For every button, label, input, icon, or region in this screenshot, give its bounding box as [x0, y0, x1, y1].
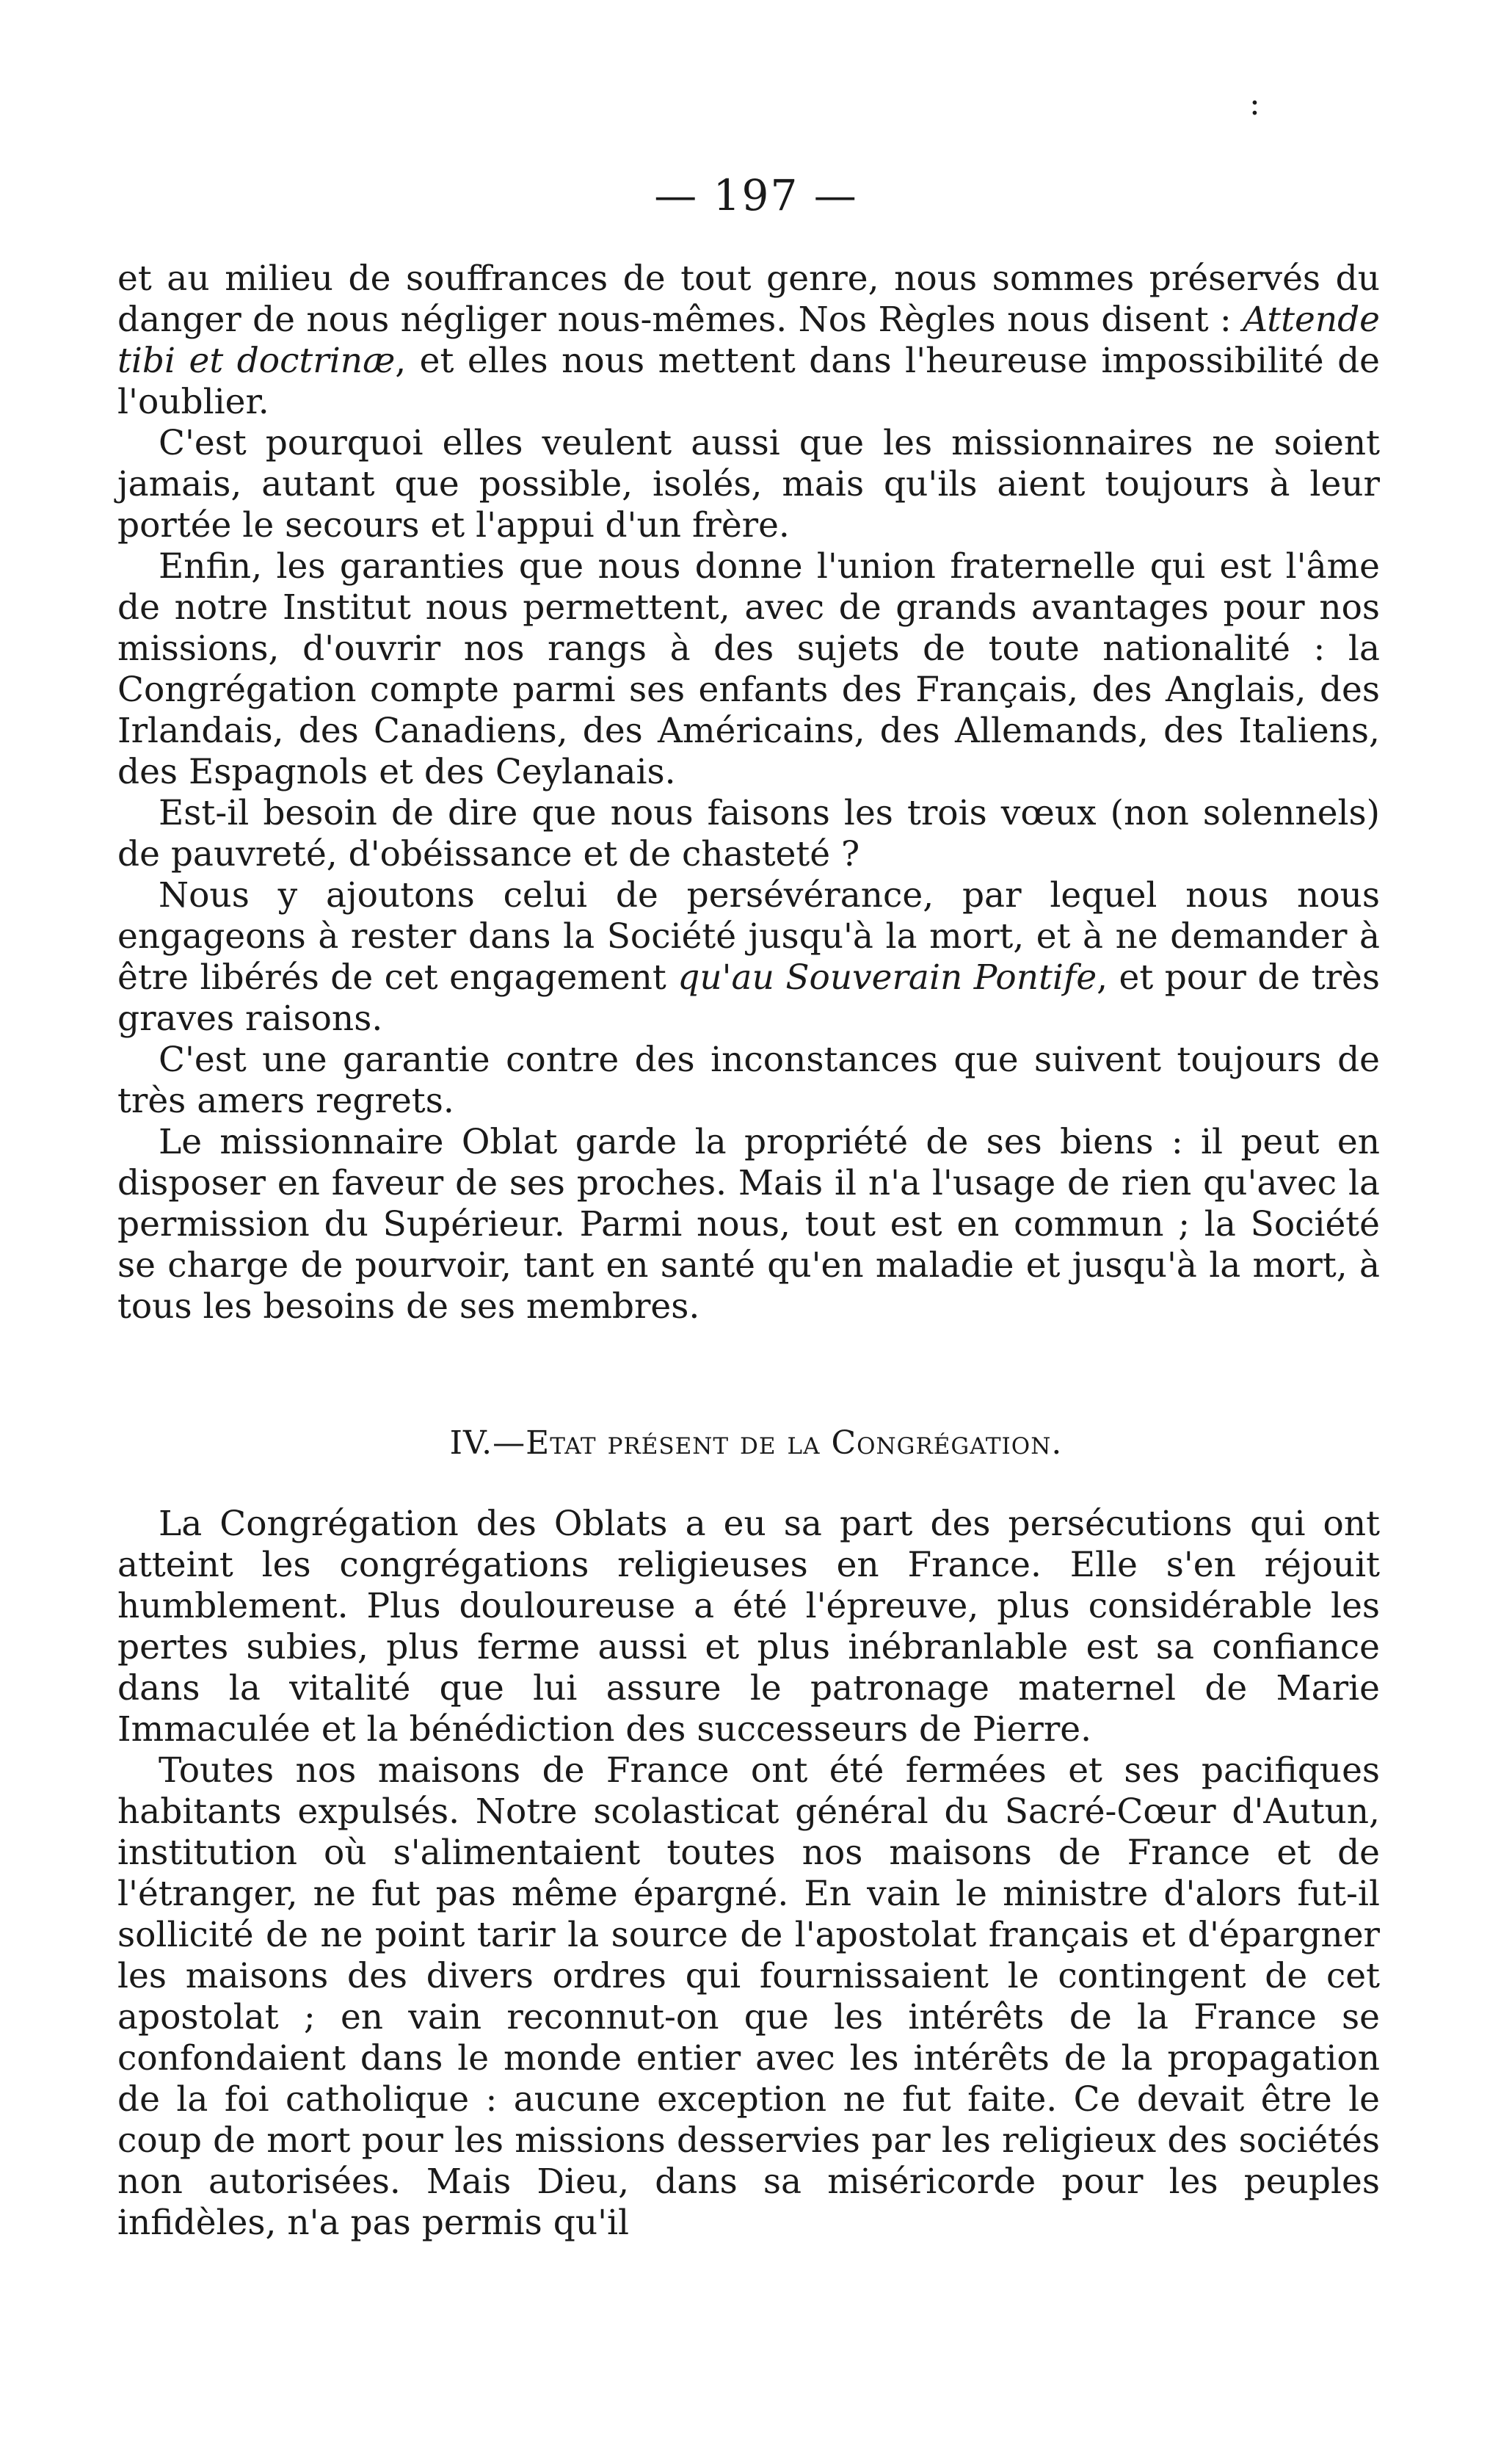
paragraph-1	[117, 258, 1380, 423]
paragraph-1-text-a: et au milieu de souffrances de tout genre, nous sommes préservés du danger de nous négliger nous-mêmes. Nos Règles nous disent :	[117, 258, 1380, 340]
paragraph-2: C'est pourquoi elles veulent aussi que les missionnaires ne soient jamais, autant que possible, isolés, mais qu'ils aient toujours à leur portée le secours et l'appui d'un frère.	[117, 423, 1380, 546]
section-numeral: IV.—	[449, 1424, 526, 1462]
paragraph-4: Est-il besoin de dire que nous faisons les trois vœux (non solennels) de pauvreté, d'obéissance et de chasteté ?	[117, 793, 1380, 874]
stray-mark: :	[1249, 85, 1260, 123]
paragraph-1-text-b: , et elles nous mettent dans l'heureuse impossibilité de l'oublier.	[117, 341, 1380, 422]
paragraph-7: Le missionnaire Oblat garde la propriété de ses biens : il peut en disposer en faveur de ses proches. Mais il n'a l'usage de rien qu'avec la permission du Supérieur. Parmi nous, tout est en commun ; la Société se charge de pourvoir, tant en santé qu'en maladie et jusqu'à la mort, à tous les besoins de ses membres.	[117, 1122, 1380, 1327]
section-title: Etat présent de la Congrégation.	[526, 1424, 1063, 1462]
section-two-body	[117, 1504, 1380, 2244]
souverain-pontife-italic: qu'au Souverain Pontife	[677, 957, 1097, 998]
paragraph-3: Enfin, les garanties que nous donne l'union fraternelle qui est l'âme de notre Institut nous permettent, avec de grands avantages pour nos missions, d'ouvrir nos rangs à des sujets de toute nationalité : la Congrégation compte parmi ses enfants des Français, des Anglais, des Irlandais, des Canadiens, des Américains, des Allemands, des Italiens, des Espagnols et des Ceylanais.	[117, 546, 1380, 792]
paragraph-9: Toutes nos maisons de France ont été fermées et ses pacifiques habitants expulsés. Notre scolasticat général du Sacré-Cœur d'Autun, institution où s'alimentaient toutes nos maisons de France et de l'étranger, ne fut pas même épargné. En vain le ministre d'alors fut-il sollicité de ne point tarir la source de l'apostolat français et d'épargner les maisons des divers ordres qui fournissaient le contingent de cet apostolat ; en vain reconnut-on que les intérêts de la France se confondaient dans le monde entier avec les intérêts de la propagation de la foi catholique : aucune exception ne fut faite. Ce devait être le coup de mort pour les missions desservies par les religieux des sociétés non autorisées. Mais Dieu, dans sa miséricorde pour les peuples infidèles, n'a pas permis qu'il	[117, 1750, 1380, 2243]
latin-quote: Attende tibi et doctrinæ	[117, 300, 1380, 381]
section-heading	[0, 1423, 1512, 1464]
paragraph-5	[117, 875, 1380, 1040]
paragraph-6: C'est une garantie contre des inconstances que suivent toujours de très amers regrets.	[117, 1040, 1380, 1121]
paragraph-8: La Congrégation des Oblats a eu sa part des persécutions qui ont atteint les congrégations religieuses en France. Elle s'en réjouit humblement. Plus douloureuse a été l'épreuve, plus considérable les pertes subies, plus ferme aussi et plus inébranlable est sa confiance dans la vitalité que lui assure le patronage maternel de Marie Immaculée et la bénédiction des successeurs de Pierre.	[117, 1504, 1380, 1750]
paragraph-5-text-b: , et pour de très graves raisons.	[117, 957, 1380, 1039]
section-one-body	[117, 258, 1380, 1327]
paragraph-5-text-a: Nous y ajoutons celui de persévérance, par lequel nous nous engageons à rester dans la Société jusqu'à la mort, et à ne demander à être libérés de cet engagement	[117, 875, 1380, 998]
page-number: — 197 —	[654, 170, 858, 220]
